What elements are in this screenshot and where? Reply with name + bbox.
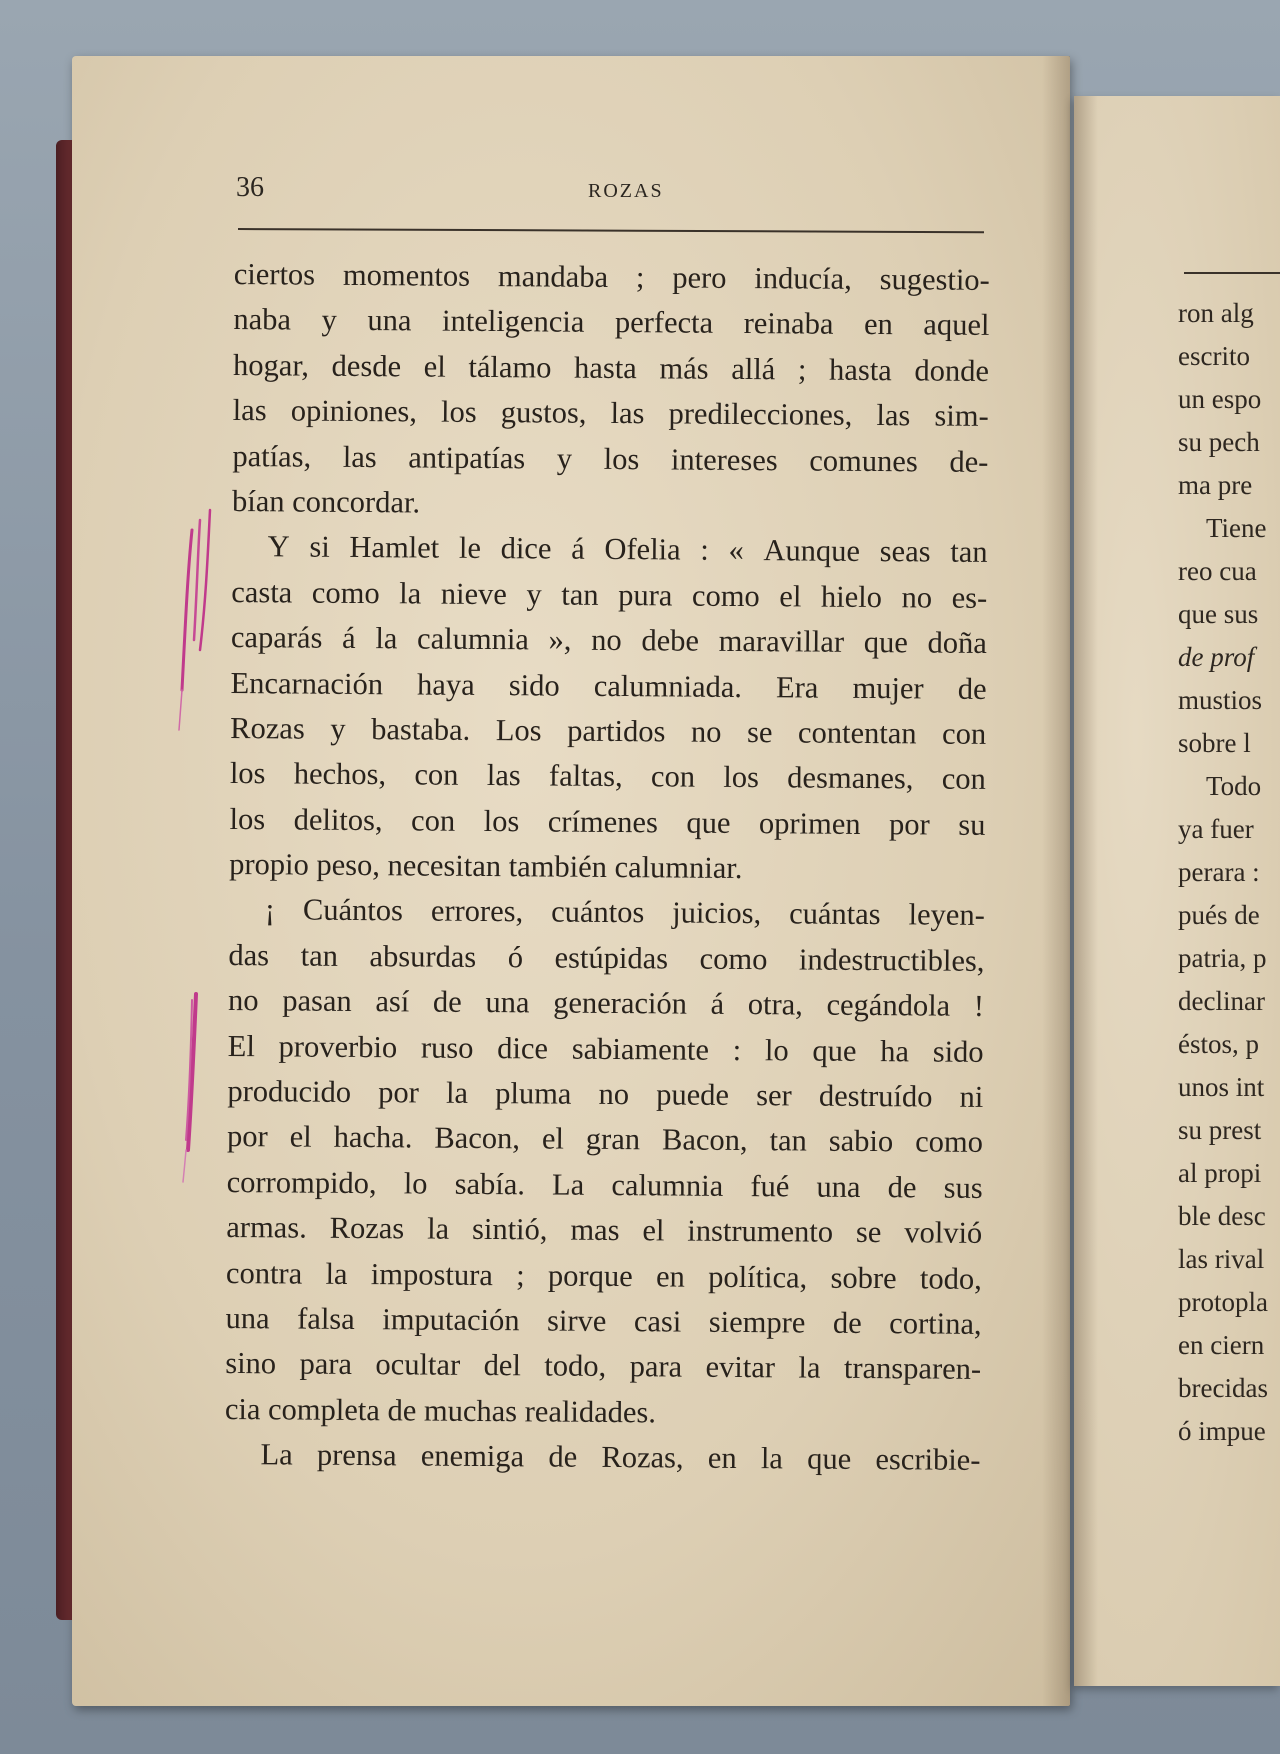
- text-line: bían concordar.: [231, 483, 421, 520]
- text-line: una falsa imputación sirve casi siempre de cortina,: [225, 1300, 982, 1341]
- text-line: éstos, p: [1178, 1029, 1259, 1059]
- text-line: su pech: [1178, 427, 1260, 457]
- text-line: mustios: [1178, 685, 1263, 715]
- text-line: contra la impostura ; porque en política, sobre todo,: [225, 1255, 982, 1296]
- text-line: El proverbio ruso dice sabiamente : lo que ha sido: [227, 1028, 984, 1069]
- text-line: protopla: [1178, 1287, 1268, 1317]
- text-line: hogar, desde el tálamo hasta más allá ; hasta donde: [232, 347, 990, 388]
- text-line: Tiene: [1206, 513, 1267, 543]
- text-line: patías, las antipatías y los intereses comunes de-: [232, 438, 989, 479]
- text-line: perara :: [1178, 857, 1260, 887]
- text-line: los hechos, con las faltas, con los desmanes, con: [229, 756, 986, 797]
- text-line: unos int: [1178, 1072, 1265, 1102]
- text-line: naba y una inteligencia perfecta reinaba en aquel: [233, 302, 990, 343]
- text-line: ma pre: [1178, 470, 1253, 500]
- text-line: ble desc: [1178, 1201, 1266, 1231]
- text-line: ciertos momentos mandaba ; pero inducía, sugestio-: [233, 256, 990, 297]
- text-line: que sus: [1178, 599, 1259, 629]
- text-line: escrito: [1178, 341, 1250, 371]
- text-line: pués de: [1178, 900, 1260, 930]
- pencil-margin-mark-upper: [170, 490, 220, 750]
- text-line: La prensa enemiga de Rozas, en la que escribie-: [260, 1437, 981, 1478]
- text-line: das tan absurdas ó estúpidas como indestructibles,: [228, 937, 985, 978]
- text-line: Rozas y bastaba. Los partidos no se contentan con: [230, 710, 987, 751]
- text-line: Todo: [1206, 771, 1262, 801]
- text-line: no pasan así de una generación á otra, cegándola !: [227, 983, 985, 1024]
- text-line: caparás á la calumnia », no debe maravillar que doña: [230, 620, 987, 661]
- text-line: ron alg: [1178, 298, 1254, 328]
- page-number: 36: [236, 172, 264, 203]
- text-line: al propi: [1178, 1158, 1262, 1188]
- page-gutter-shadow: [1042, 56, 1070, 1706]
- text-line: propio peso, necesitan también calumniar.: [229, 847, 743, 886]
- text-line: armas. Rozas la sintió, mas el instrumento se volvió: [226, 1210, 983, 1251]
- text-line: brecidas: [1178, 1373, 1268, 1403]
- text-line: Y si Hamlet le dice á Ofelia : « Aunque seas tan: [267, 529, 988, 570]
- pencil-margin-mark-lower: [172, 990, 212, 1190]
- text-line: ó impue: [1178, 1416, 1266, 1446]
- text-line: casta como la nieve y tan pura como el hielo no es-: [231, 574, 988, 615]
- text-line: en ciern: [1178, 1330, 1265, 1360]
- text-line: cia completa de muchas realidades.: [224, 1391, 657, 1430]
- right-header-rule: [1184, 272, 1280, 274]
- text-line: Encarnación haya sido calumniada. Era mujer de: [230, 665, 987, 706]
- right-page-text: [1178, 292, 1280, 1453]
- text-line: sino para ocultar del todo, para evitar la transparen-: [225, 1346, 982, 1387]
- page-gutter-shadow: [1074, 96, 1098, 1686]
- text-line: ¡ Cuántos errores, cuántos juicios, cuántas leyen-: [264, 892, 985, 933]
- text-line: los delitos, con los crímenes que oprimen por su: [229, 801, 986, 842]
- text-line: corrompido, lo sabía. La calumnia fué una de sus: [226, 1164, 983, 1205]
- text-line: producido por la pluma no puede ser destruído ni: [227, 1074, 984, 1114]
- text-line: sobre l: [1178, 728, 1251, 758]
- text-line: de prof: [1178, 642, 1255, 672]
- text-line: reo cua: [1178, 556, 1257, 586]
- running-title: ROZAS: [588, 180, 664, 202]
- right-page: [1074, 96, 1280, 1686]
- text-line: declinar: [1178, 986, 1265, 1016]
- text-line: su prest: [1178, 1115, 1262, 1145]
- text-line: patria, p: [1178, 943, 1267, 973]
- text-line: las rival: [1178, 1244, 1265, 1274]
- body-text: [224, 252, 990, 1483]
- text-line: por el hacha. Bacon, el gran Bacon, tan sabio como: [226, 1119, 984, 1160]
- text-line: ya fuer: [1178, 814, 1254, 844]
- text-line: las opiniones, los gustos, las predilecciones, las sim-: [232, 393, 989, 434]
- text-line: un espo: [1178, 384, 1262, 414]
